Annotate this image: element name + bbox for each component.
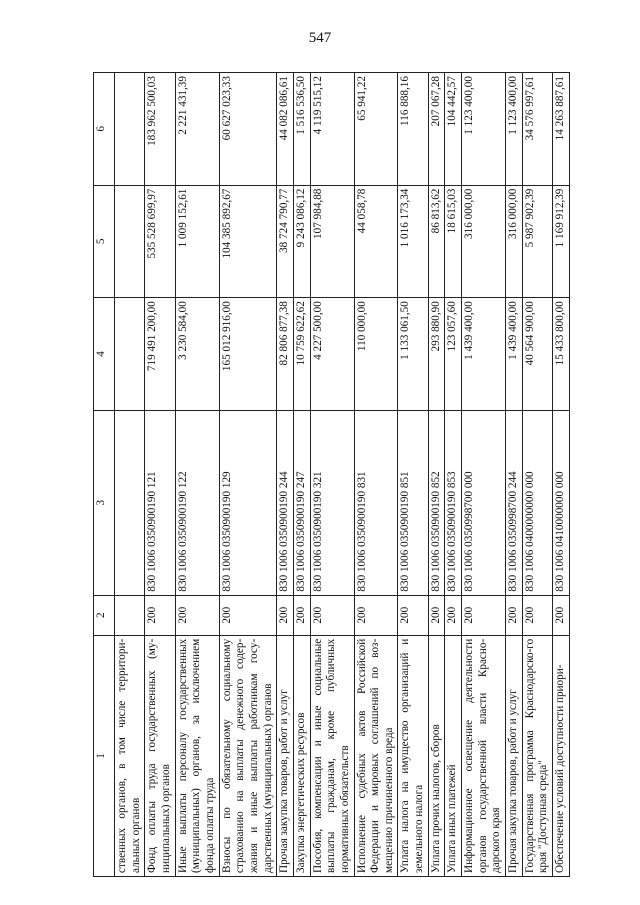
unexecuted-amount: 2 221 431,39 [175, 73, 219, 186]
unexecuted-amount: 1 123 400,00 [506, 73, 523, 186]
line-item-name: ственных органов, в том числе территори-альных органов [115, 635, 145, 876]
line-item-name: Уплата иных платежей [445, 635, 462, 876]
executed-amount: 9 243 086,12 [293, 185, 310, 298]
admin-code: 200 [310, 595, 354, 635]
budget-classification-code: 830 1006 0350998700 244 [506, 410, 523, 595]
executed-amount: 1 169 912,39 [553, 185, 570, 298]
header-cell-6: 6 [94, 73, 115, 186]
table-row [115, 73, 145, 877]
unexecuted-amount: 34 576 997,61 [522, 73, 552, 186]
line-item-name: Государственная программа Краснодарско-го края "Доступная среда" [522, 635, 552, 876]
budget-classification-code: 830 1006 0410000000 000 [553, 410, 570, 595]
line-item-name: Закупка энергетических ресурсов [293, 635, 310, 876]
approved-amount: 3 230 584,00 [175, 298, 219, 411]
admin-code: 200 [506, 595, 523, 635]
line-item-name: Фонд оплаты труда государственных (му-ниципальных) органов [145, 635, 175, 876]
table-row [428, 73, 445, 877]
line-item-name: Информационное освещение деятельности органов государственной власти Красно-дарского края [462, 635, 506, 876]
executed-amount: 38 724 790,77 [277, 185, 294, 298]
executed-amount: 1 016 173,34 [398, 185, 428, 298]
rotated-table-container [93, 72, 613, 877]
line-item-name: Прочая закупка товаров, работ и услуг [506, 635, 523, 876]
header-cell-1: 1 [94, 635, 115, 876]
executed-amount: 316 000,00 [462, 185, 506, 298]
admin-code: 200 [293, 595, 310, 635]
budget-classification-code: 830 1006 0350900190 831 [354, 410, 398, 595]
table-row [462, 73, 506, 877]
unexecuted-amount: 44 082 086,61 [277, 73, 294, 186]
budget-classification-code: 830 1006 0350900190 321 [310, 410, 354, 595]
header-cell-3: 3 [94, 410, 115, 595]
table-row [175, 73, 219, 877]
budget-classification-code: 830 1006 0350900190 853 [445, 410, 462, 595]
unexecuted-amount: 116 888,16 [398, 73, 428, 186]
table-row [145, 73, 175, 877]
admin-code: 200 [398, 595, 428, 635]
table-row [506, 73, 523, 877]
admin-code: 200 [553, 595, 570, 635]
line-item-name: Иные выплаты персоналу государственных (муниципальных) органов, за исключением фонда оплаты труда [175, 635, 219, 876]
table-row [310, 73, 354, 877]
table-row [522, 73, 552, 877]
budget-classification-code: 830 1006 0350900190 122 [175, 410, 219, 595]
budget-classification-code: 830 1006 0350900190 244 [277, 410, 294, 595]
admin-code: 200 [175, 595, 219, 635]
approved-amount: 10 759 622,62 [293, 298, 310, 411]
executed-amount: 316 000,00 [506, 185, 523, 298]
table-row [293, 73, 310, 877]
executed-amount: 104 385 892,67 [219, 185, 277, 298]
budget-classification-code: 830 1006 0350900190 121 [145, 410, 175, 595]
line-item-name: Исполнение судебных актов Российской Федерации и мировых соглашений по воз-мещению причиненного вреда [354, 635, 398, 876]
approved-amount: 110 000,00 [354, 298, 398, 411]
unexecuted-amount [115, 73, 145, 186]
budget-classification-code: 830 1006 0350900190 852 [428, 410, 445, 595]
table-row [277, 73, 294, 877]
admin-code: 200 [428, 595, 445, 635]
executed-amount: 1 009 152,61 [175, 185, 219, 298]
unexecuted-amount: 14 263 887,61 [553, 73, 570, 186]
executed-amount: 535 528 699,97 [145, 185, 175, 298]
admin-code: 200 [277, 595, 294, 635]
line-item-name: Уплата налога на имущество организаций и земельного налога [398, 635, 428, 876]
admin-code: 200 [462, 595, 506, 635]
table-row [445, 73, 462, 877]
unexecuted-amount: 1 123 400,00 [462, 73, 506, 186]
unexecuted-amount: 4 119 515,12 [310, 73, 354, 186]
approved-amount: 4 227 500,00 [310, 298, 354, 411]
header-cell-2: 2 [94, 595, 115, 635]
admin-code: 200 [522, 595, 552, 635]
unexecuted-amount: 60 627 023,33 [219, 73, 277, 186]
unexecuted-amount: 65 941,22 [354, 73, 398, 186]
table-header-row [94, 73, 115, 877]
unexecuted-amount: 207 067,28 [428, 73, 445, 186]
approved-amount: 293 880,90 [428, 298, 445, 411]
budget-classification-code: 830 1006 0350900190 247 [293, 410, 310, 595]
budget-classification-code: 830 1006 0350900190 129 [219, 410, 277, 595]
table-row [398, 73, 428, 877]
table-body [115, 73, 570, 877]
admin-code: 200 [145, 595, 175, 635]
executed-amount: 86 813,62 [428, 185, 445, 298]
approved-amount: 123 057,60 [445, 298, 462, 411]
budget-classification-code: 830 1006 0350998700 000 [462, 410, 506, 595]
line-item-name: Обеспечение условий доступности приори- [553, 635, 570, 876]
executed-amount: 107 984,88 [310, 185, 354, 298]
header-cell-4: 4 [94, 298, 115, 411]
unexecuted-amount: 183 962 500,03 [145, 73, 175, 186]
table-row [354, 73, 398, 877]
admin-code: 200 [445, 595, 462, 635]
table-row [219, 73, 277, 877]
admin-code: 200 [354, 595, 398, 635]
admin-code: 200 [219, 595, 277, 635]
approved-amount: 1 439 400,00 [506, 298, 523, 411]
approved-amount: 165 012 916,00 [219, 298, 277, 411]
budget-classification-code: 830 1006 0400000000 000 [522, 410, 552, 595]
executed-amount [115, 185, 145, 298]
approved-amount: 82 806 877,38 [277, 298, 294, 411]
header-cell-5: 5 [94, 185, 115, 298]
budget-classification-code [115, 410, 145, 595]
approved-amount: 15 433 800,00 [553, 298, 570, 411]
approved-amount [115, 298, 145, 411]
unexecuted-amount: 1 516 536,50 [293, 73, 310, 186]
line-item-name: Прочая закупка товаров, работ и услуг [277, 635, 294, 876]
budget-execution-table [93, 72, 570, 877]
approved-amount: 40 564 900,00 [522, 298, 552, 411]
line-item-name: Пособия, компенсации и иные социальные выплаты гражданам, кроме публичных нормативных обязательств [310, 635, 354, 876]
approved-amount: 1 439 400,00 [462, 298, 506, 411]
approved-amount: 719 491 200,00 [145, 298, 175, 411]
budget-classification-code: 830 1006 0350900190 851 [398, 410, 428, 595]
page-number: 547 [308, 30, 332, 46]
admin-code [115, 595, 145, 635]
approved-amount: 1 133 061,50 [398, 298, 428, 411]
executed-amount: 5 987 902,39 [522, 185, 552, 298]
table-row [553, 73, 570, 877]
line-item-name: Взносы по обязательному социальному страхованию на выплаты денежного содер-жания и иные выплаты работникам госу-дарственных (муниципальных) органов [219, 635, 277, 876]
executed-amount: 18 615,03 [445, 185, 462, 298]
executed-amount: 44 058,78 [354, 185, 398, 298]
unexecuted-amount: 104 442,57 [445, 73, 462, 186]
line-item-name: Уплата прочих налогов, сборов [428, 635, 445, 876]
